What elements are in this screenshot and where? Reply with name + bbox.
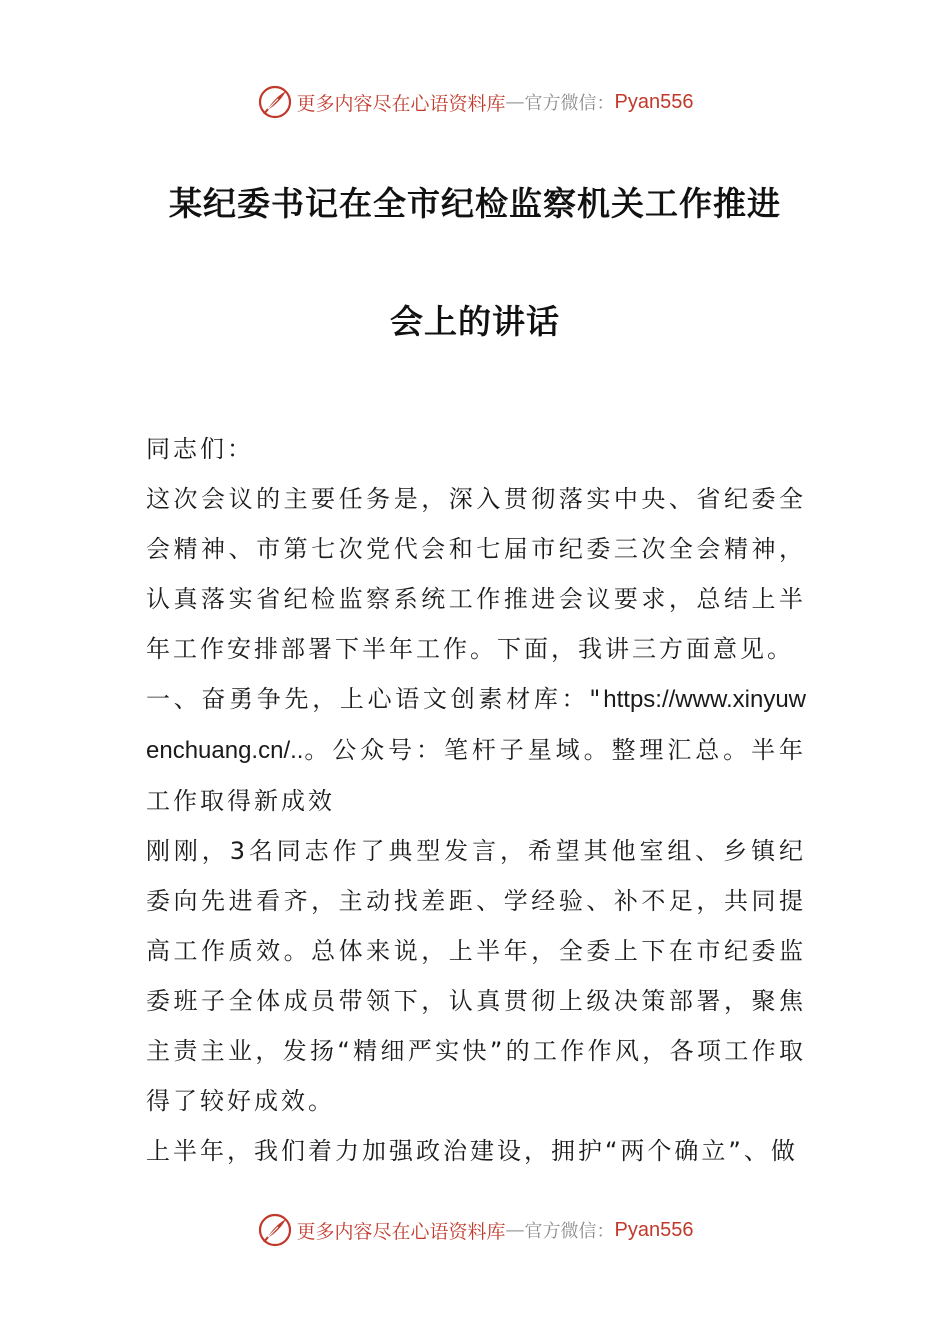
source-url: https://www.xinyuwenchuang.cn/.. (146, 686, 806, 764)
banner-dash: — (505, 1219, 525, 1241)
section-heading-prefix: 一、奋勇争先，上心语文创素材库：" (146, 685, 604, 713)
banner-wechat-id: Pyan556 (614, 1218, 694, 1241)
section-heading-suffix: 。公众号：笔杆子星域。整理汇总。半年工作取得新成效 (146, 736, 806, 815)
paragraph-intro: 这次会议的主要任务是，深入贯彻落实中央、省纪委全会精神、市第七次党代会和七届市纪委三次全会精神，认真落实省纪检监察系统工作推进会议要求，总结上半年工作安排部署下半年工作。下面，我讲三方面意见。 (146, 485, 806, 663)
banner-wechat-label: 官方微信： (524, 93, 615, 114)
feather-pen-icon (257, 84, 293, 120)
salutation: 同志们： (146, 435, 254, 463)
document-body (146, 424, 806, 1176)
section-heading-1 (146, 674, 806, 826)
feather-pen-icon (257, 1212, 293, 1248)
banner-wechat-label: 官方微信： (524, 1221, 615, 1242)
footer-watermark-banner (0, 1208, 950, 1252)
banner-wechat-id: Pyan556 (614, 90, 694, 113)
document-title-line-2: 会上的讲话 (390, 302, 560, 341)
banner-text: 更多内容尽在心语资料库 (296, 92, 506, 115)
document-title-line-1: 某纪委书记在全市纪检监察机关工作推进 (169, 184, 781, 223)
banner-text: 更多内容尽在心语资料库 (296, 1220, 506, 1243)
banner-dash: — (505, 91, 525, 113)
paragraph-political-building: 上半年，我们着力加强政治建设，拥护“两个确立”、做 (146, 1137, 798, 1165)
header-watermark-banner (0, 80, 950, 124)
paragraph-speeches: 刚刚，3名同志作了典型发言，希望其他室组、乡镇纪委向先进看齐，主动找差距、学经验、补不足，共同提高工作质效。总体来说，上半年，全委上下在市纪委监委班子全体成员带领下，认真贯彻上级决策部署，聚焦主责主业，发扬“精细严实快”的工作作风，各项工作取得了较好成效。 (146, 837, 806, 1115)
